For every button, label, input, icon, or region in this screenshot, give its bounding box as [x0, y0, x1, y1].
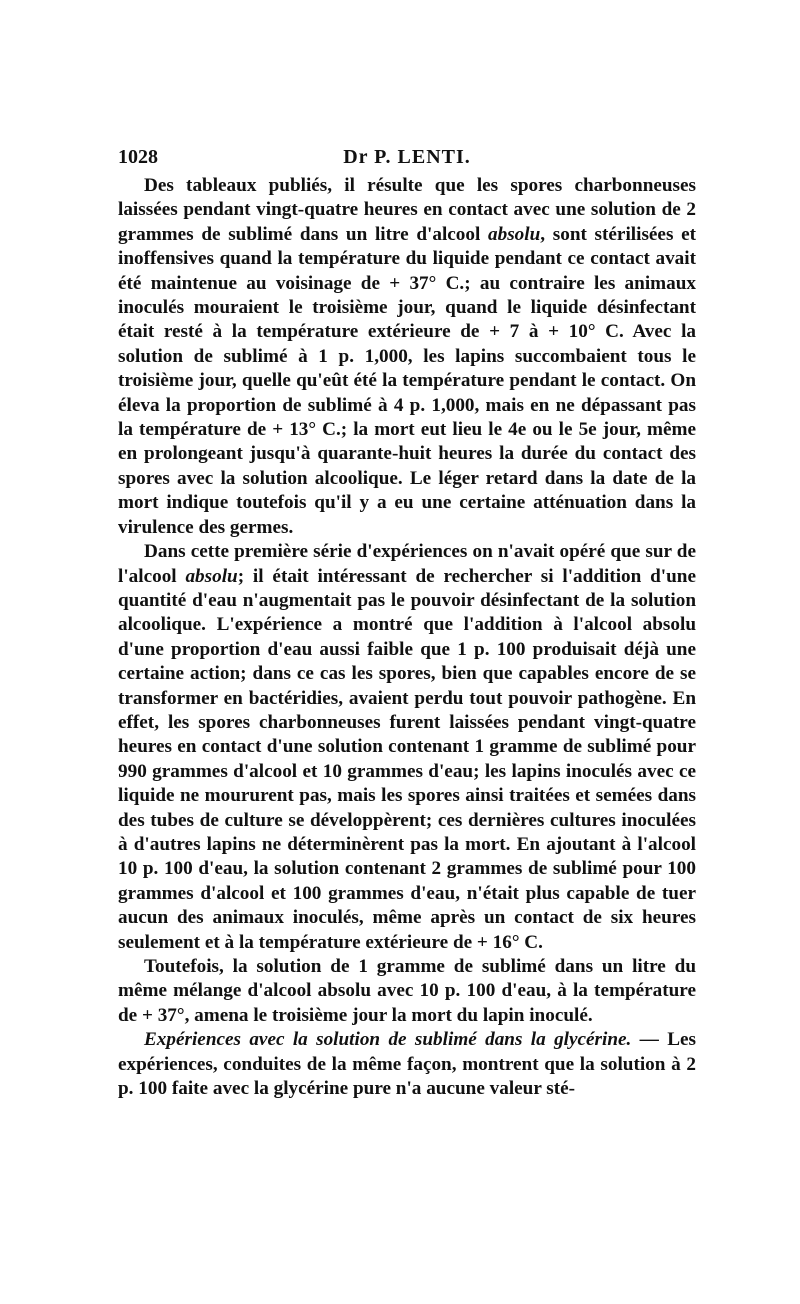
page — [118, 140, 696, 1101]
paragraph-3 — [118, 955, 696, 1028]
page-number: 1028 — [118, 146, 158, 168]
body-text — [118, 174, 696, 1101]
paragraph-1 — [118, 174, 696, 540]
paragraph-1-text-b: , sont stérilisées et inoffensives quand la température du liquide pendant ce contact avait été maintenue au voisinage de + 37° C.; au contraire les animaux inoculés mouraient le troisième jour, quand le liquide désinfectant était resté à la température extérieure de + 7 à + 10° C. Avec la solution de sublimé à 1 p. 1,000, les lapins succombaient tous le troisième jour, quelle qu'eût été la température pendant le contact. On éleva la proportion de sublimé à 4 p. 1,000, mais en ne dépassant pas la température de + 13° C.; la mort eut lieu le 4e ou le 5e jour, même en prolongeant jusqu'à quarante-huit heures la durée du contact des spores avec la solution alcoolique. Le léger retard dans la date de la mort indique toutefois qu'il y a eu une certaine atténuation dans la virulence des germes. — [118, 223, 696, 538]
running-head: Dr P. LENTI. — [343, 146, 471, 168]
section-dash: — — [631, 1029, 668, 1051]
paragraph-4 — [118, 1028, 696, 1101]
paragraph-2-emphasis: absolu — [185, 565, 238, 587]
paragraph-1-text-a: Des tableaux publiés, il résulte que les spores charbonneuses laissées pendant vingt-quatre heures en contact avec une solution de 2 grammes de sublimé dans un litre d'alcool — [118, 175, 696, 245]
paragraph-2-text-b: ; il était intéressant de rechercher si l'addition d'une quantité d'eau n'augmentait pas le pouvoir désinfectant de la solution alcoolique. L'expérience a montré que l'addition à l'alcool absolu d'une proportion d'eau aussi faible que 1 p. 100 produisait déjà une certaine action; dans ce cas les spores, bien que capables encore de se transformer en bactéridies, avaient perdu tout pouvoir pathogène. En effet, les spores charbonneuses furent laissées pendant vingt-quatre heures en contact d'une solution contenant 1 gramme de sublimé pour 990 grammes d'alcool et 10 grammes d'eau; les lapins inoculés avec ce liquide ne moururent pas, mais les spores ainsi traitées et semées dans des tubes de culture se développèrent; ces dernières cultures inoculées à d'autres lapins ne déterminèrent pas la mort. En ajoutant à l'alcool 10 p. 100 d'eau, la solution contenant 2 grammes de sublimé pour 100 grammes d'alcool et 100 grammes d'eau, n'était plus capable de tuer aucun des animaux inoculés, même après un contact de six heures seulement et à la température extérieure de + 16° C. — [118, 565, 696, 953]
paragraph-2 — [118, 540, 696, 955]
paragraph-3-text: Toutefois, la solution de 1 gramme de sublimé dans un litre du même mélange d'alcool absolu avec 10 p. 100 d'eau, à la température de + 37°, amena le troisième jour la mort du lapin inoculé. — [118, 956, 696, 1026]
paragraph-2-text-a: Dans cette première série d'expériences on n'avait opéré que sur de l'alcool — [118, 541, 696, 587]
page-header — [118, 140, 696, 174]
paragraph-4-text: Les expériences, conduites de la même façon, montrent que la solution à 2 p. 100 faite avec la glycérine pure n'a aucune valeur sté- — [118, 1029, 697, 1100]
section-title: Expériences avec la solution de sublimé dans la glycérine. — [144, 1029, 632, 1051]
paragraph-1-emphasis: absolu — [488, 223, 541, 245]
